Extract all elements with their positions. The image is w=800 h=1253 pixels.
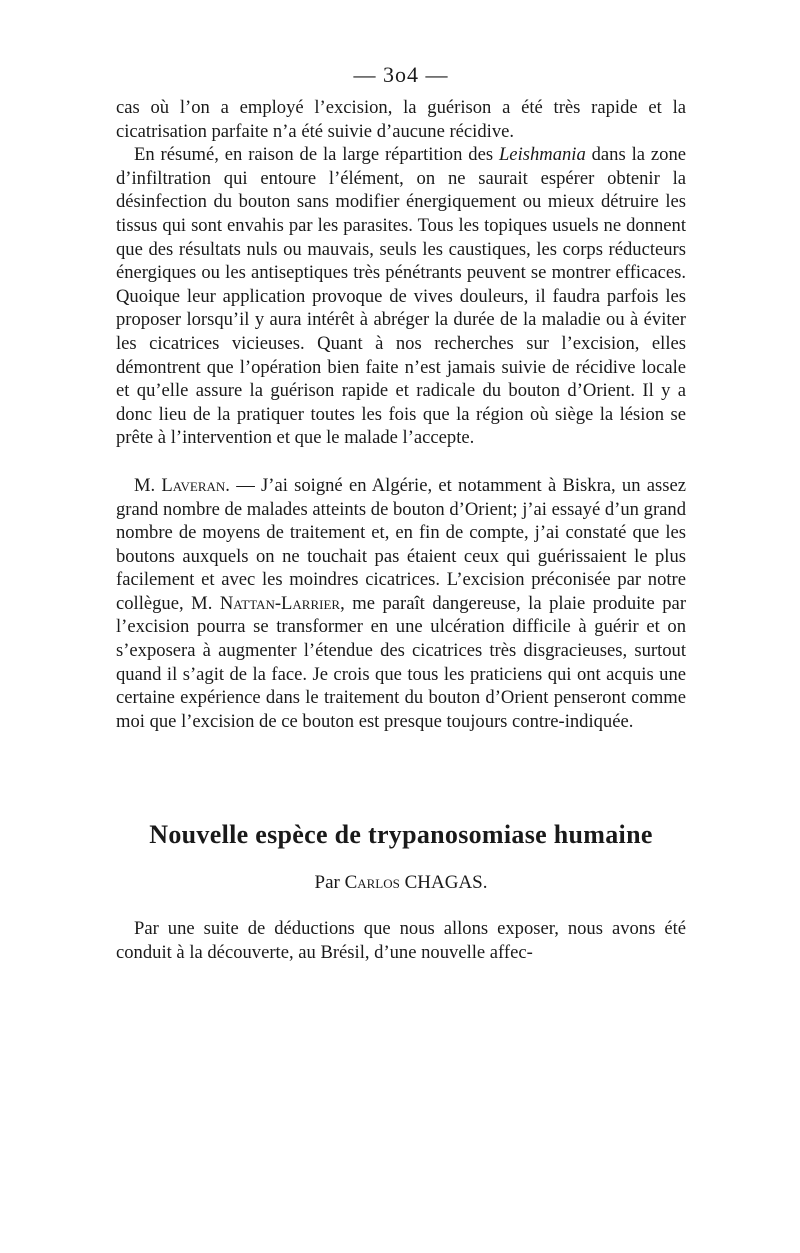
laveran-text-a: — J’ai soigné en Algérie, et notamment à Biskra, un assez grand nombre de malades atteints de bouton d’Orient; j’ai essayé d’un grand nombre de moyens de traitement et, en fin de compte, j’ai constaté que les boutons auxquels on ne touchait pas étaient ceux qui guérissaient le plus facilement et avec les moindres cicatrices. L’excision préconisée par notre collègue, M. bbox=[116, 474, 686, 614]
author-last-name: CHAGAS. bbox=[404, 872, 488, 894]
speaker-name: M. Laveran. bbox=[134, 474, 230, 496]
page-number: — 3o4 — bbox=[353, 62, 449, 87]
byline-prefix: Par bbox=[314, 872, 345, 894]
conclusion-text-start: En résumé, en raison de la large répartition des bbox=[134, 144, 499, 166]
article-opening-paragraph: Par une suite de déductions que nous allons exposer, nous avons été conduit à la découverte, au Brésil, d’une nouvelle affec- bbox=[116, 918, 686, 964]
document-page bbox=[116, 62, 686, 965]
article-title: Nouvelle espèce de trypanosomiase humaine bbox=[149, 820, 653, 850]
paragraph-conclusion bbox=[116, 96, 686, 450]
leishmania-term: Leishmania bbox=[498, 144, 586, 166]
laveran-text-b: , me paraît dangereuse, la plaie produite par l’excision pourra se transformer en une ulcération difficile à guérir et on s’exposera à augmenter l’étendue des cicatrices très disgracieuses, surtout quand il s’agit de la face. Je crois que tous les praticiens qui ont acquis une certaine expérience dans le traitement du bouton d’Orient penseront comme moi que l’excision de ce bouton est presque toujours contre-indiquée. bbox=[116, 592, 687, 732]
article-byline bbox=[116, 872, 686, 894]
paragraph-laveran bbox=[116, 474, 686, 734]
author-first-name: Carlos bbox=[344, 872, 400, 894]
cited-colleague-name: Nattan-Larrier bbox=[219, 592, 341, 614]
paragraph-conclusion-part-a: cas où l’on a employé l’excision, la guérison a été très rapide et la cicatrisation parfaite n’a été suivie d’aucune récidive. bbox=[116, 97, 686, 142]
paragraph-conclusion-part-b bbox=[116, 143, 686, 450]
conclusion-text-rest: dans la zone d’infiltration qui entoure l’élément, on ne saurait espérer obtenir la désinfection du bouton sans modifier énergiquement ou mieux détruire les tissus qui sont envahis par les parasites. Tous les topiques usuels ne donnent que des résultats nuls ou mauvais, seuls les caustiques, les corps réducteurs énergiques ou les antiseptiques très pénétrants peuvent se montrer efficaces. Quoique leur application provoque de vives douleurs, il faudra parfois les proposer lorsqu’il y aura intérêt à abréger la durée de la maladie ou à éviter les cicatrices vicieuses. Quant à nos recherches sur l’excision, elles démontrent que l’opération bien faite n’est jamais suivie de récidive locale et qu’elle assure la guérison rapide et radicale du bouton d’Orient. Il y a donc lieu de la pratiquer toutes les fois que la région où siège la lésion se prête à l’intervention et que le malade l’accepte. bbox=[116, 144, 686, 449]
